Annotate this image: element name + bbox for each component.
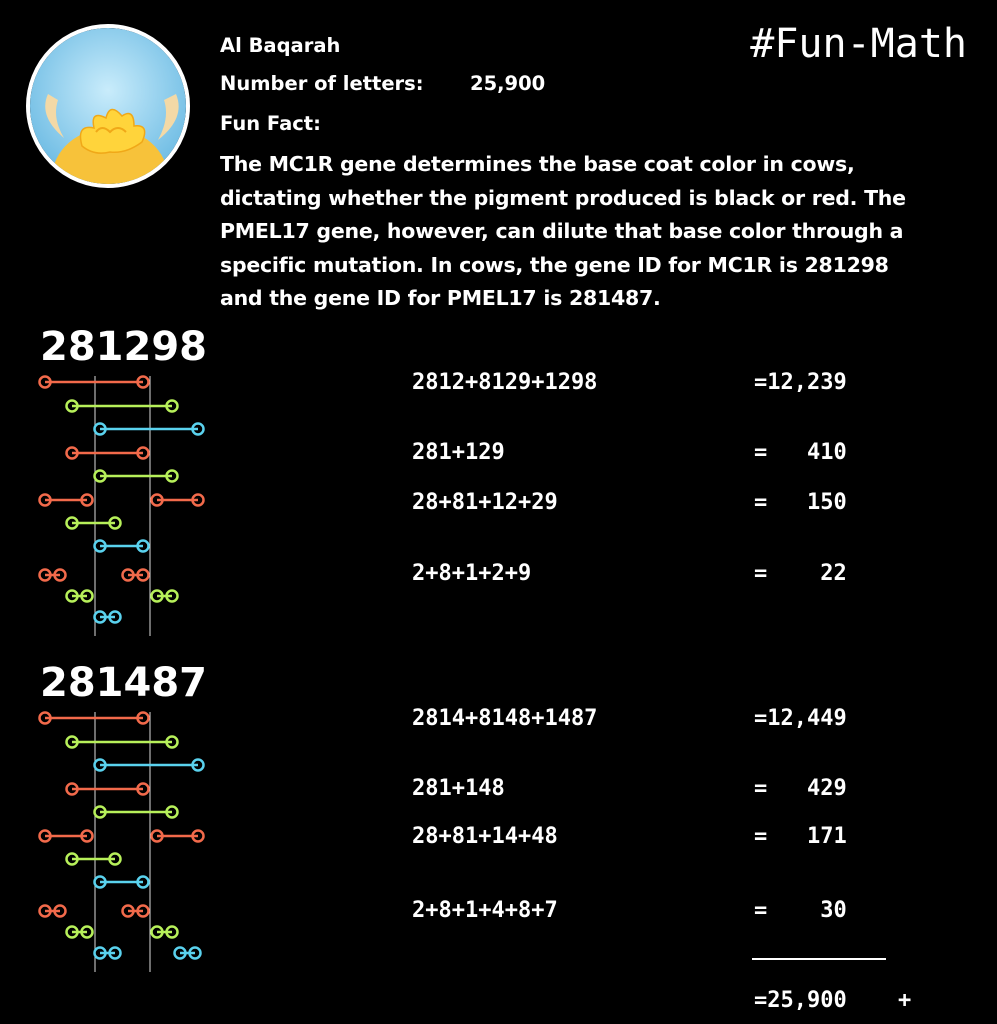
letters-label: Number of letters: xyxy=(220,72,424,95)
fact-line: PMEL17 gene, however, can dilute that base color through a xyxy=(220,219,904,243)
surah-name: Al Baqarah xyxy=(220,34,341,57)
expression: 2+8+1+4+8+7 xyxy=(412,898,558,923)
expression: 2+8+1+2+9 xyxy=(412,561,532,586)
expression: 28+81+14+48 xyxy=(412,824,558,849)
result: = 429 xyxy=(754,776,847,801)
expression: 2812+8129+1298 xyxy=(412,370,598,395)
result: = 30 xyxy=(754,898,847,923)
expression: 281+129 xyxy=(412,440,505,465)
fact-line: dictating whether the pigment produced is black or red. The xyxy=(220,185,906,210)
result: = 410 xyxy=(754,440,847,465)
hashtag: #Fun-Math xyxy=(750,21,967,67)
letters-value: 25,900 xyxy=(470,72,546,95)
total-value: =25,900 xyxy=(754,988,847,1013)
gene-number: 281298 xyxy=(40,324,207,370)
total-plus-sign: + xyxy=(898,988,912,1013)
result: = 22 xyxy=(754,561,847,586)
fun-fact-label: Fun Fact: xyxy=(220,112,321,135)
expression: 2814+8148+1487 xyxy=(412,706,598,731)
result: = 150 xyxy=(754,490,847,515)
expression: 28+81+12+29 xyxy=(412,490,558,515)
gene-number: 281487 xyxy=(40,660,207,706)
result: = 171 xyxy=(754,824,847,849)
result: =12,239 xyxy=(754,370,847,395)
fact-line: The MC1R gene determines the base coat color in cows, xyxy=(220,152,855,176)
fact-line: specific mutation. In cows, the gene ID for MC1R is 281298 xyxy=(220,252,889,277)
sum-rule xyxy=(752,958,886,960)
expression: 281+148 xyxy=(412,776,505,801)
result: =12,449 xyxy=(754,706,847,731)
fact-line: and the gene ID for PMEL17 is 281487. xyxy=(220,286,661,310)
